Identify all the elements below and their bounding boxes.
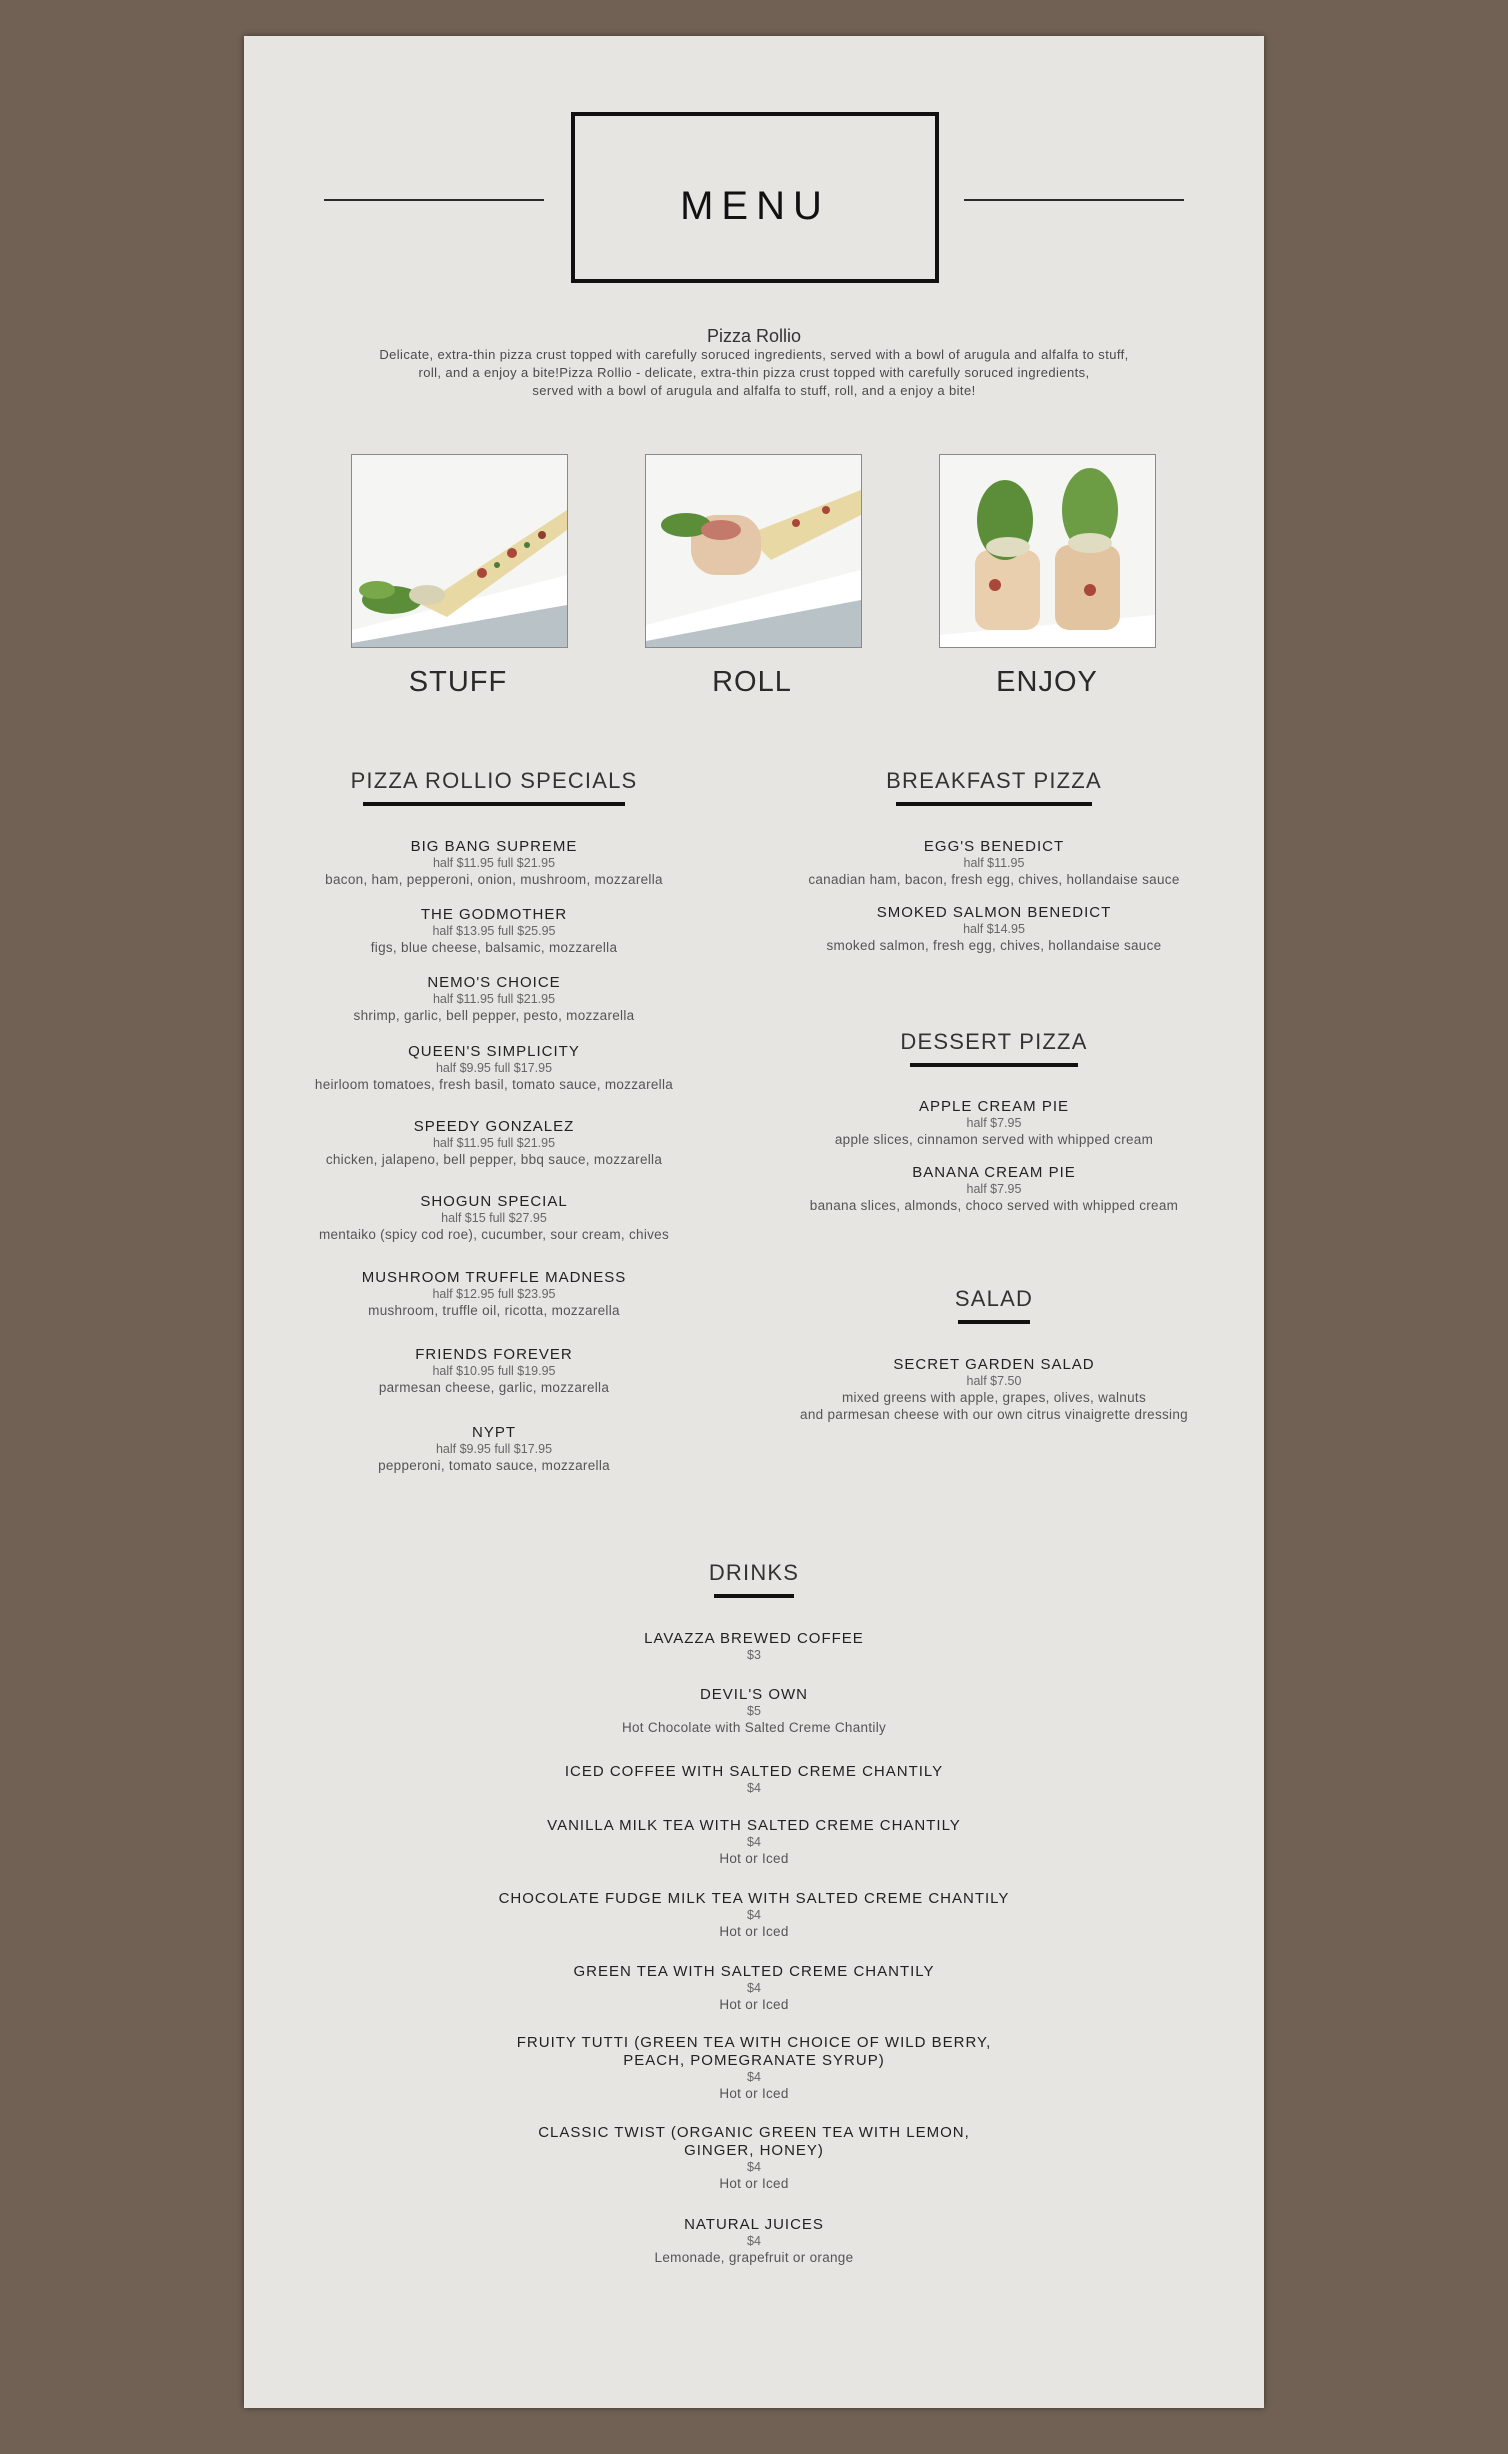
- item-desc: mushroom, truffle oil, ricotta, mozzarella: [368, 1303, 620, 1318]
- page-title: MENU: [680, 184, 830, 228]
- item-price: $4: [747, 1781, 761, 1795]
- item-desc: mixed greens with apple, grapes, olives, walnuts: [841, 1390, 1147, 1405]
- item-price: half $11.95 full $21.95: [432, 856, 556, 870]
- item-name: SHOGUN SPECIAL: [420, 1193, 568, 1210]
- section-underline: [363, 802, 625, 806]
- item-price: half $7.95: [966, 1116, 1022, 1130]
- item-name: NYPT: [471, 1424, 516, 1441]
- section-underline: [714, 1594, 794, 1598]
- item-name: NEMO'S CHOICE: [427, 974, 561, 991]
- item-price: $5: [747, 1704, 761, 1718]
- menu-item: [294, 1269, 694, 1319]
- item-desc: banana slices, almonds, choco served with whipped cream: [809, 1198, 1179, 1213]
- drink-item: [404, 1963, 1104, 2013]
- menu-item: [294, 974, 694, 1024]
- menu-title-box: [571, 112, 939, 283]
- item-price: $4: [747, 1908, 761, 1922]
- roll-photo: [645, 454, 862, 648]
- item-price: half $14.95: [963, 922, 1025, 936]
- item-name: VANILLA MILK TEA WITH SALTED CREME CHANTILY: [547, 1817, 961, 1834]
- item-desc: chicken, jalapeno, bell pepper, bbq sauce, mozzarella: [325, 1152, 663, 1167]
- drink-item: [404, 2034, 1104, 2102]
- intro-title: Pizza Rollio: [706, 326, 802, 346]
- item-desc: pepperoni, tomato sauce, mozzarella: [378, 1458, 610, 1473]
- section-underline: [910, 1063, 1078, 1067]
- item-price: half $11.95 full $21.95: [432, 992, 556, 1006]
- drink-item: [404, 1817, 1104, 1867]
- drinks-heading: [404, 1560, 1104, 1598]
- menu-item: [294, 1424, 694, 1474]
- breakfast-heading: [774, 768, 1214, 806]
- item-desc: Hot or Iced: [719, 2086, 789, 2101]
- item-price: half $7.50: [966, 1374, 1022, 1388]
- menu-item: [294, 1193, 694, 1243]
- enjoy-photo: [939, 454, 1156, 648]
- intro-line: roll, and a enjoy a bite!Pizza Rollio - delicate, extra-thin pizza crust topped with carefully soruced ingredients,: [418, 365, 1090, 380]
- item-name: FRUITY TUTTI (GREEN TEA WITH CHOICE OF WILD BERRY,: [516, 2034, 992, 2051]
- step-label-stuff: STUFF: [408, 666, 508, 698]
- item-desc: canadian ham, bacon, fresh egg, chives, hollandaise sauce: [808, 872, 1180, 887]
- item-name: GREEN TEA WITH SALTED CREME CHANTILY: [573, 1963, 935, 1980]
- item-desc: parmesan cheese, garlic, mozzarella: [378, 1380, 610, 1395]
- drink-item: [404, 1686, 1104, 1736]
- item-name: CHOCOLATE FUDGE MILK TEA WITH SALTED CREME CHANTILY: [498, 1890, 1010, 1907]
- item-desc: Hot or Iced: [719, 1924, 789, 1939]
- section-title: SALAD: [954, 1286, 1034, 1311]
- item-price: half $9.95 full $17.95: [435, 1442, 553, 1456]
- item-price: half $13.95 full $25.95: [432, 924, 556, 938]
- item-name: SPEEDY GONZALEZ: [413, 1118, 575, 1135]
- drink-item: [404, 1763, 1104, 1796]
- item-name-cont: GINGER, HONEY): [684, 2142, 824, 2159]
- item-name: FRIENDS FOREVER: [415, 1346, 573, 1363]
- item-price: half $12.95 full $23.95: [432, 1287, 556, 1301]
- item-price: $4: [747, 1981, 761, 1995]
- item-price: half $11.95 full $21.95: [432, 1136, 556, 1150]
- drink-item: [404, 2124, 1104, 2192]
- item-name: QUEEN'S SIMPLICITY: [408, 1043, 580, 1060]
- item-price: half $7.95: [966, 1182, 1022, 1196]
- dessert-heading: [774, 1029, 1214, 1067]
- drink-item: [404, 2216, 1104, 2266]
- step-label-roll: ROLL: [712, 666, 792, 698]
- section-title: DRINKS: [708, 1560, 800, 1585]
- item-name: ICED COFFEE WITH SALTED CREME CHANTILY: [564, 1763, 944, 1780]
- item-name: NATURAL JUICES: [684, 2216, 824, 2233]
- item-desc: apple slices, cinnamon served with whipped cream: [834, 1132, 1154, 1147]
- item-name: EGG'S BENEDICT: [923, 838, 1065, 855]
- item-price: $4: [747, 2234, 761, 2248]
- pizza-roll-image: [646, 455, 861, 647]
- item-price: half $10.95 full $19.95: [432, 1364, 556, 1378]
- item-price: $4: [747, 2160, 761, 2174]
- item-desc: bacon, ham, pepperoni, onion, mushroom, mozzarella: [325, 872, 663, 887]
- item-price: $4: [747, 2070, 761, 2084]
- menu-item: [774, 1098, 1214, 1148]
- item-name: BANANA CREAM PIE: [912, 1164, 1076, 1181]
- section-title: BREAKFAST PIZZA: [886, 768, 1102, 793]
- item-name: SECRET GARDEN SALAD: [893, 1356, 1095, 1373]
- menu-page: [244, 36, 1264, 2408]
- item-name: MUSHROOM TRUFFLE MADNESS: [361, 1269, 627, 1286]
- menu-item: [774, 838, 1214, 888]
- menu-item: [294, 1118, 694, 1168]
- item-desc: shrimp, garlic, bell pepper, pesto, mozzarella: [353, 1008, 635, 1023]
- step-label-enjoy: ENJOY: [996, 666, 1098, 698]
- pizza-strip-image: [352, 455, 567, 647]
- item-price: half $15 full $27.95: [441, 1211, 547, 1225]
- item-desc: Hot or Iced: [719, 1851, 789, 1866]
- item-desc: smoked salmon, fresh egg, chives, hollandaise sauce: [826, 938, 1162, 953]
- menu-item: [774, 1356, 1214, 1423]
- item-name: THE GODMOTHER: [420, 906, 568, 923]
- specials-heading: [294, 768, 694, 806]
- item-desc: mentaiko (spicy cod roe), cucumber, sour cream, chives: [318, 1227, 670, 1242]
- section-title: PIZZA ROLLIO SPECIALS: [350, 768, 638, 793]
- item-name-cont: PEACH, POMEGRANATE SYRUP): [623, 2052, 885, 2069]
- section-underline: [896, 802, 1092, 806]
- item-name: LAVAZZA BREWED COFFEE: [644, 1630, 864, 1647]
- drink-item: [404, 1890, 1104, 1940]
- item-name: CLASSIC TWIST (ORGANIC GREEN TEA WITH LEMON,: [538, 2124, 970, 2141]
- item-desc: Hot or Iced: [719, 2176, 789, 2191]
- section-title: DESSERT PIZZA: [900, 1029, 1088, 1054]
- item-name: DEVIL'S OWN: [699, 1686, 809, 1703]
- intro-line: Delicate, extra-thin pizza crust topped with carefully soruced ingredients, served with a bowl of arugula and alfalfa to stuff,: [379, 347, 1129, 362]
- item-name: BIG BANG SUPREME: [410, 838, 578, 855]
- menu-item: [294, 906, 694, 956]
- item-price: half $11.95: [963, 856, 1025, 870]
- header-rule-right: [964, 199, 1184, 201]
- menu-item: [774, 1164, 1214, 1214]
- menu-item: [294, 1043, 694, 1093]
- item-desc: and parmesan cheese with our own citrus vinaigrette dressing: [800, 1407, 1188, 1422]
- item-desc: figs, blue cheese, balsamic, mozzarella: [370, 940, 618, 955]
- item-desc: Lemonade, grapefruit or orange: [654, 2250, 854, 2265]
- header-rule-left: [324, 199, 544, 201]
- item-desc: Hot or Iced: [719, 1997, 789, 2012]
- menu-item: [294, 1346, 694, 1396]
- item-name: APPLE CREAM PIE: [918, 1098, 1070, 1115]
- menu-item: [774, 904, 1214, 954]
- salad-heading: [774, 1286, 1214, 1324]
- item-price: half $9.95 full $17.95: [435, 1061, 553, 1075]
- item-price: $3: [747, 1648, 761, 1662]
- item-name: SMOKED SALMON BENEDICT: [876, 904, 1112, 921]
- stuff-photo: [351, 454, 568, 648]
- item-desc: heirloom tomatoes, fresh basil, tomato sauce, mozzarella: [314, 1077, 674, 1092]
- item-price: $4: [747, 1835, 761, 1849]
- section-underline: [958, 1320, 1030, 1324]
- pizza-rolls-image: [940, 455, 1155, 647]
- item-desc: Hot Chocolate with Salted Creme Chantily: [621, 1720, 887, 1735]
- menu-item: [294, 838, 694, 888]
- intro-line: served with a bowl of arugula and alfalfa to stuff, roll, and a enjoy a bite!: [532, 383, 976, 398]
- drink-item: [404, 1630, 1104, 1663]
